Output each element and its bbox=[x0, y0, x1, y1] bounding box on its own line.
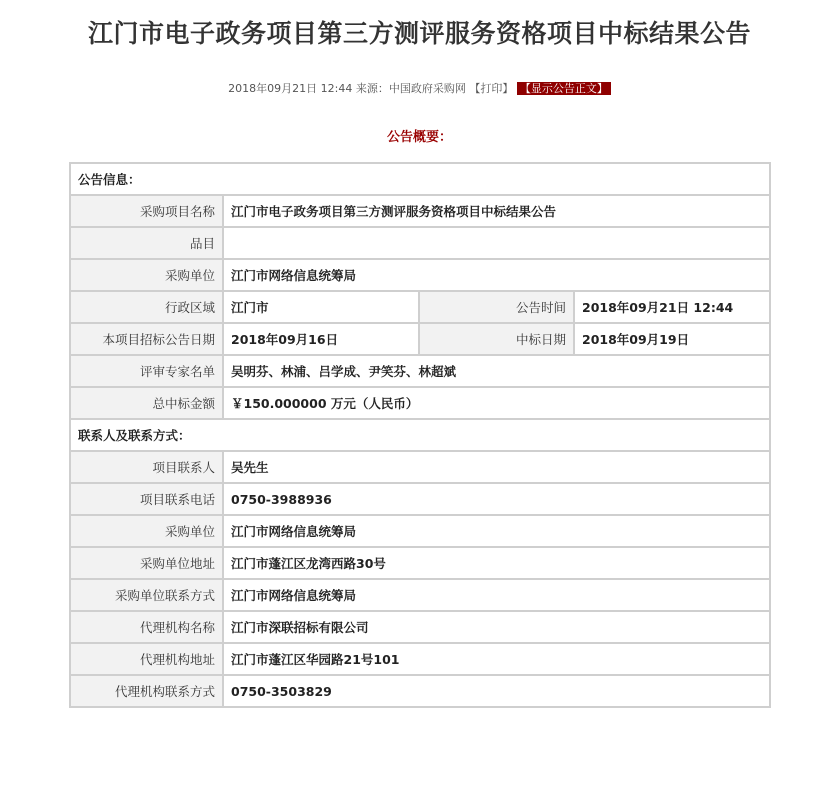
section-contact: 联系人及联系方式： bbox=[70, 419, 770, 451]
total-amount-value: ￥150.000000 万元（人民币） bbox=[223, 387, 770, 419]
print-link[interactable]: 【打印】 bbox=[469, 82, 514, 95]
field-label: 代理机构名称 bbox=[70, 611, 223, 643]
field-label: 中标日期 bbox=[419, 323, 574, 355]
award-date-value: 2018年09月19日 bbox=[574, 323, 770, 355]
section-row bbox=[70, 163, 770, 195]
contact-person-value: 吴先生 bbox=[223, 451, 770, 483]
field-label: 采购单位联系方式 bbox=[70, 579, 223, 611]
publish-date: 2018年09月21日 12:44 bbox=[228, 82, 353, 95]
agency-contact-value: 0750-3503829 bbox=[223, 675, 770, 707]
section-row bbox=[70, 419, 770, 451]
table-row bbox=[70, 675, 770, 707]
field-label: 项目联系人 bbox=[70, 451, 223, 483]
field-label: 评审专家名单 bbox=[70, 355, 223, 387]
table-row bbox=[70, 451, 770, 483]
field-label: 代理机构地址 bbox=[70, 643, 223, 675]
table-row bbox=[70, 291, 770, 323]
contact-phone-value: 0750-3988936 bbox=[223, 483, 770, 515]
purchaser-contact-unit-value: 江门市网络信息统筹局 bbox=[223, 515, 770, 547]
page-title: 江门市电子政务项目第三方测评服务资格项目中标结果公告 bbox=[87, 19, 751, 48]
field-label: 品目 bbox=[70, 227, 223, 259]
field-label: 公告时间 bbox=[419, 291, 574, 323]
table-row bbox=[70, 547, 770, 579]
overview-heading: 公告概要： bbox=[386, 130, 452, 145]
table-row bbox=[70, 259, 770, 291]
table-row bbox=[70, 611, 770, 643]
field-label: 总中标金额 bbox=[70, 387, 223, 419]
purchaser-value: 江门市网络信息统筹局 bbox=[223, 259, 770, 291]
table-row bbox=[70, 579, 770, 611]
purchaser-address-value: 江门市蓬江区龙湾西路30号 bbox=[223, 547, 770, 579]
notice-summary-table bbox=[69, 162, 771, 708]
field-label: 采购单位 bbox=[70, 259, 223, 291]
notice-meta bbox=[0, 80, 839, 96]
field-label: 项目联系电话 bbox=[70, 483, 223, 515]
table-row bbox=[70, 387, 770, 419]
item-value bbox=[223, 227, 770, 259]
agency-name-value: 江门市深联招标有限公司 bbox=[223, 611, 770, 643]
agency-address-value: 江门市蓬江区华园路21号101 bbox=[223, 643, 770, 675]
table-row bbox=[70, 483, 770, 515]
table-row bbox=[70, 515, 770, 547]
field-label: 本项目招标公告日期 bbox=[70, 323, 223, 355]
bid-notice-date-value: 2018年09月16日 bbox=[223, 323, 419, 355]
table-row bbox=[70, 195, 770, 227]
source-label: 来源： bbox=[355, 82, 389, 95]
table-row bbox=[70, 323, 770, 355]
field-label: 采购单位地址 bbox=[70, 547, 223, 579]
purchaser-contact-value: 江门市网络信息统筹局 bbox=[223, 579, 770, 611]
table-row bbox=[70, 227, 770, 259]
field-label: 代理机构联系方式 bbox=[70, 675, 223, 707]
region-value: 江门市 bbox=[223, 291, 419, 323]
notice-time-value: 2018年09月21日 12:44 bbox=[574, 291, 770, 323]
experts-value: 吴明芬、林浦、吕学成、尹笑芬、林超斌 bbox=[223, 355, 770, 387]
show-notice-button[interactable]: 【显示公告正文】 bbox=[517, 82, 611, 95]
field-label: 采购项目名称 bbox=[70, 195, 223, 227]
project-name-value: 江门市电子政务项目第三方测评服务资格项目中标结果公告 bbox=[223, 195, 770, 227]
source-name: 中国政府采购网 bbox=[388, 82, 466, 95]
table-row bbox=[70, 355, 770, 387]
section-notice-info: 公告信息： bbox=[70, 163, 770, 195]
field-label: 采购单位 bbox=[70, 515, 223, 547]
table-row bbox=[70, 643, 770, 675]
field-label: 行政区域 bbox=[70, 291, 223, 323]
